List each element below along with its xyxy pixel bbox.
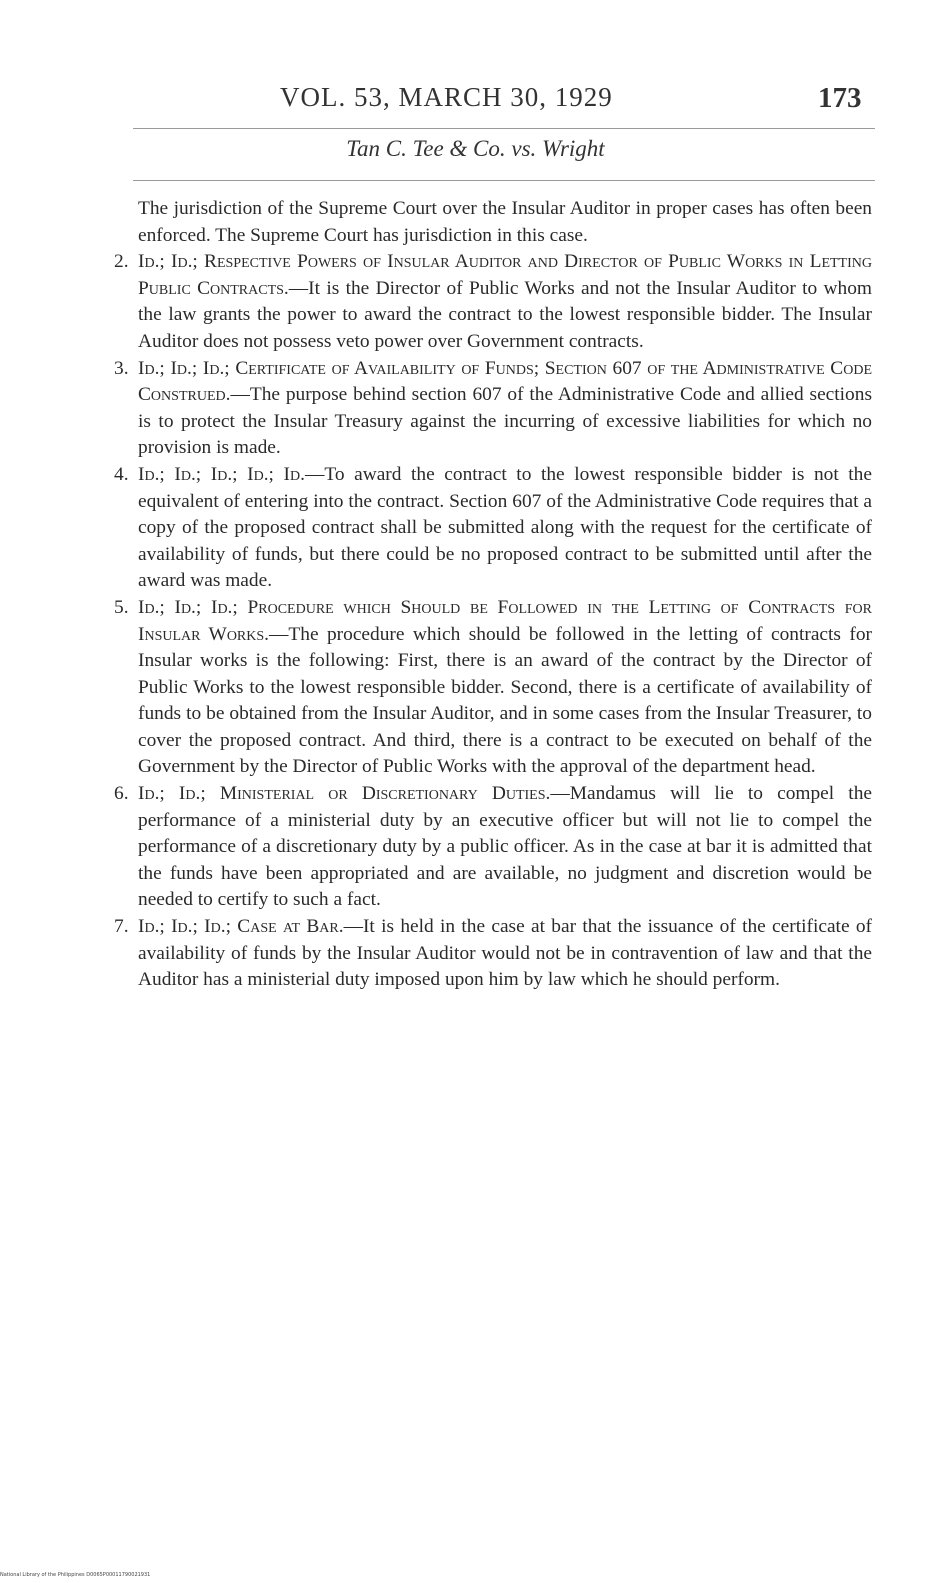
syllabus-number: 5. xyxy=(114,596,129,618)
syllabus-caption: Id.; Id.; Id.; Certificate of Availability of Funds; Section 607 of the Administrative Code Construed. xyxy=(138,357,872,406)
syllabus-text: —Mandamus will lie to compel the performance of a ministerial duty by an executive officer but will not lie to compel the performance of a discretionary duty by a public officer. As in the case at bar it is admitted that the funds have been appropriated and are available, no judgment and discretion would be needed to certify to such a fact. xyxy=(138,783,872,911)
page-number: 173 xyxy=(818,82,862,114)
volume-line: VOL. 53, MARCH 30, 1929 xyxy=(280,82,613,112)
syllabus-number: 4. xyxy=(114,463,129,485)
syllabus-number: 6. xyxy=(114,783,129,805)
syllabus-text: —The purpose behind section 607 of the Administrative Code and allied sections is to protect the Insular Treasury against the incurring of excessive liabilities for which no provision is made. xyxy=(138,384,872,459)
syllabus-caption: Id.; Id.; Id.; Case at Bar. xyxy=(138,916,344,938)
syllabus-number: 3. xyxy=(114,357,129,379)
syllabus-text: —It is held in the case at bar that the issuance of the certificate of availability of funds by the Insular Auditor would not be in contravention of law and that the Auditor has a ministerial duty imposed upon him by law which he should perform. xyxy=(138,916,872,991)
syllabus-item xyxy=(114,249,872,355)
syllabus-number: 2. xyxy=(114,251,129,273)
header-rule-top xyxy=(133,128,875,129)
running-title: Tan C. Tee & Co. vs. Wright xyxy=(346,136,605,161)
syllabus-item xyxy=(114,781,872,914)
header-rule-bottom xyxy=(133,180,875,181)
scan-footer: National Library of the Philippines D0065P00011790021931 xyxy=(0,1572,151,1578)
syllabus-caption: Id.; Id.; Ministerial or Discretionary Duties. xyxy=(138,783,551,805)
syllabus-text: —It is the Director of Public Works and not the Insular Auditor to whom the law grants the power to award the contract to the lowest responsible bidder. The Insular Auditor does not possess veto power over Government contracts. xyxy=(138,277,872,352)
syllabus-text: —To award the contract to the lowest responsible bidder is not the equivalent of entering into the contract. Section 607 of the Administrative Code requires that a copy of the proposed contract shall be submitted along with the request for the certificate of availability of funds, but there could be no proposed contract to be submitted until after the award was made. xyxy=(138,463,872,592)
syllabus-item xyxy=(114,595,872,781)
syllabus-item xyxy=(114,462,872,595)
intro-paragraph: The jurisdiction of the Supreme Court over the Insular Auditor in proper cases has often been enforced. The Supreme Court has jurisdiction in this case. xyxy=(138,198,872,246)
syllabus-item xyxy=(114,356,872,462)
syllabus-body xyxy=(114,196,872,994)
syllabus-item xyxy=(114,914,872,994)
syllabus-caption: Id.; Id.; Id.; Procedure which Should be Followed in the Letting of Contracts for Insular Works. xyxy=(138,596,872,645)
syllabus-text: —The procedure which should be followed in the letting of contracts for Insular works is the following: First, there is an award of the contract by the Director of Public Works to the lowest responsible bidder. Second, there is a certificate of availability of funds to be obtained from the Insular Auditor, and in some cases from the Insular Treasurer, to cover the proposed contract. And third, there is a contract to be executed on behalf of the Government by the Director of Public Works with the approval of the department head. xyxy=(138,623,872,778)
syllabus-number: 7. xyxy=(114,916,129,938)
syllabus-caption: Id.; Id.; Respective Powers of Insular Auditor and Director of Public Works in Letting Public Contracts. xyxy=(138,251,872,299)
syllabus-caption: Id.; Id.; Id.; Id.; Id. xyxy=(138,463,305,485)
